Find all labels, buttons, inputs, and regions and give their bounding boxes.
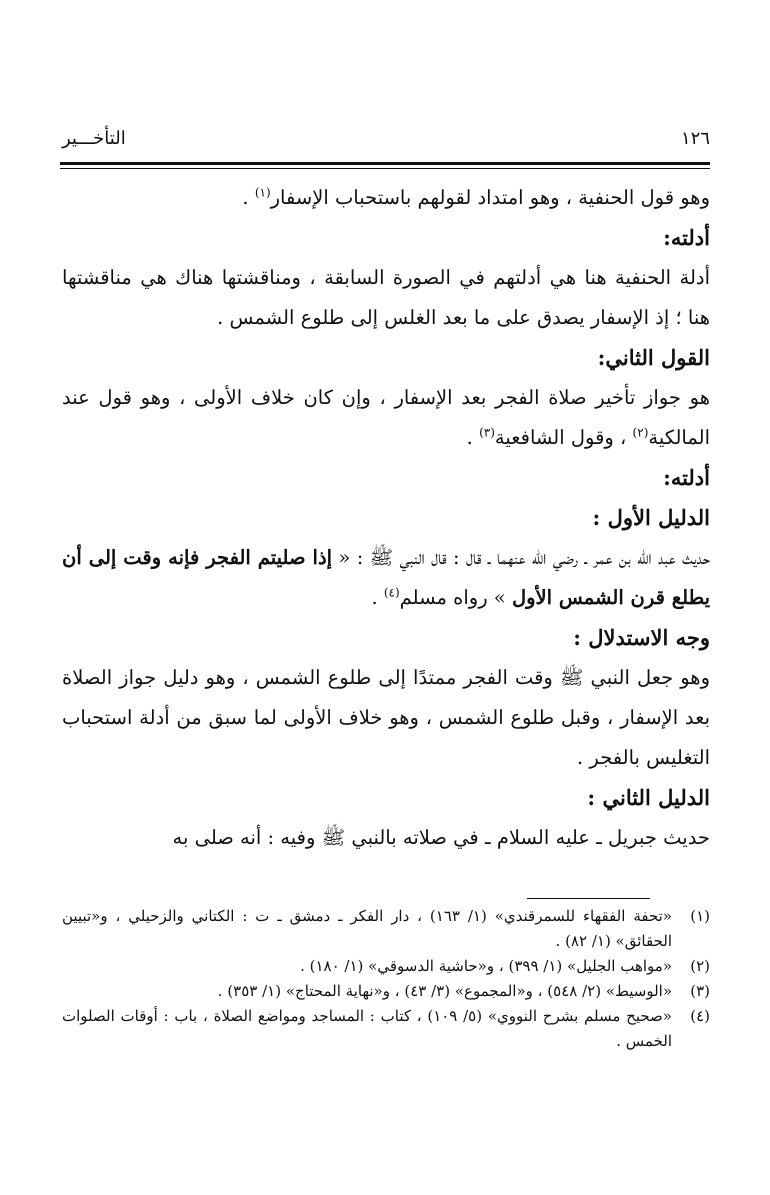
section-heading: القول الثاني: xyxy=(597,345,710,370)
section-heading: أدلته: xyxy=(663,225,710,250)
footnote xyxy=(62,954,710,979)
footnote xyxy=(62,1004,710,1054)
section-heading: أدلته: xyxy=(663,465,710,490)
footnote-number: (٤) xyxy=(690,1007,710,1025)
section-heading: الدليل الثاني : xyxy=(587,785,710,810)
text: وهو قول الحنفية ، وهو امتداد لقولهم باستحباب الإسفار xyxy=(270,186,710,209)
header-rule-thick xyxy=(60,162,710,165)
text: . xyxy=(466,426,480,449)
paragraph: وهو جعل النبي ﷺ وقت الفجر ممتدًا إلى طلوع الشمس ، وهو دليل جواز الصلاة بعد الإسفار ، وقبل طلوع الشمس ، وهو خلاف الأولى لما سبق من أدلة استحباب التغليس بالفجر . xyxy=(62,666,710,769)
paragraph xyxy=(62,538,710,618)
footnote-ref: (٣) xyxy=(479,425,495,440)
footnote-text: «صحيح مسلم بشرح النووي» (٥/ ١٠٩) ، كتاب : المساجد ومواضع الصلاة ، باب : أوقات الصلوات الخمس . xyxy=(62,1007,672,1050)
paragraph xyxy=(62,178,710,218)
running-title: التأخـــير xyxy=(62,128,126,149)
paragraph: حديث جبريل ـ عليه السلام ـ في صلاته بالنبي ﷺ وفيه : أنه صلى به xyxy=(172,826,710,849)
section-heading: وجه الاستدلال : xyxy=(573,625,710,650)
text: ، وقول الشافعية xyxy=(494,426,633,449)
footnote-ref: (١) xyxy=(254,185,271,200)
section-heading: الدليل الأول : xyxy=(592,505,710,530)
footnote-number: (١) xyxy=(690,907,710,925)
hadith-quote: إذا صليتم الفجر فإنه وقت إلى أن يطلع قرن الشمس الأول xyxy=(62,546,710,609)
header-rule-thin xyxy=(60,168,710,169)
text: . xyxy=(371,586,384,609)
page-number: ١٢٦ xyxy=(680,128,710,149)
footnote-text: «تحفة الفقهاء للسمرقندي» (١/ ١٦٣) ، دار الفكر ـ دمشق ـ ت : الكتاني والزحيلي ، و«تبيين الحقائق» (١/ ٨٢) . xyxy=(62,907,672,950)
footnote xyxy=(62,904,710,954)
footnote-number: (٢) xyxy=(690,957,710,975)
text: . xyxy=(242,186,255,209)
footnote xyxy=(62,979,710,1004)
footnote-ref: (٢) xyxy=(632,425,649,440)
text: هو جواز تأخير صلاة الفجر بعد الإسفار ، وإن كان خلاف الأولى ، وهو قول عند المالكية xyxy=(62,386,710,449)
footnote-text: «مواهب الجليل» (١/ ٣٩٩) ، و«حاشية الدسوقي» (١/ ١٨٠) . xyxy=(300,957,672,975)
paragraph: أدلة الحنفية هنا هي أدلتهم في الصورة السابقة ، ومناقشتها هناك هي مناقشتها هنا ؛ إذ الإسفار يصدق على ما بعد الغلس إلى طلوع الشمس . xyxy=(62,266,710,329)
text: حديث عبد الله بن عمر ـ رضي الله عنهما ـ قال : قال النبي ﷺ : « xyxy=(332,546,710,569)
footnote-rule xyxy=(527,898,650,899)
text: » رواه مسلم xyxy=(399,586,512,609)
footnotes xyxy=(62,904,710,1054)
paragraph xyxy=(62,378,710,458)
footnote-ref: (٤) xyxy=(383,585,400,600)
footnote-number: (٣) xyxy=(690,982,710,1000)
main-text xyxy=(62,178,710,858)
footnote-text: «الوسيط» (٢/ ٥٤٨) ، و«المجموع» (٣/ ٤٣) ، و«نهاية المحتاج» (١/ ٣٥٣) . xyxy=(217,982,672,1000)
page-header xyxy=(62,128,710,158)
